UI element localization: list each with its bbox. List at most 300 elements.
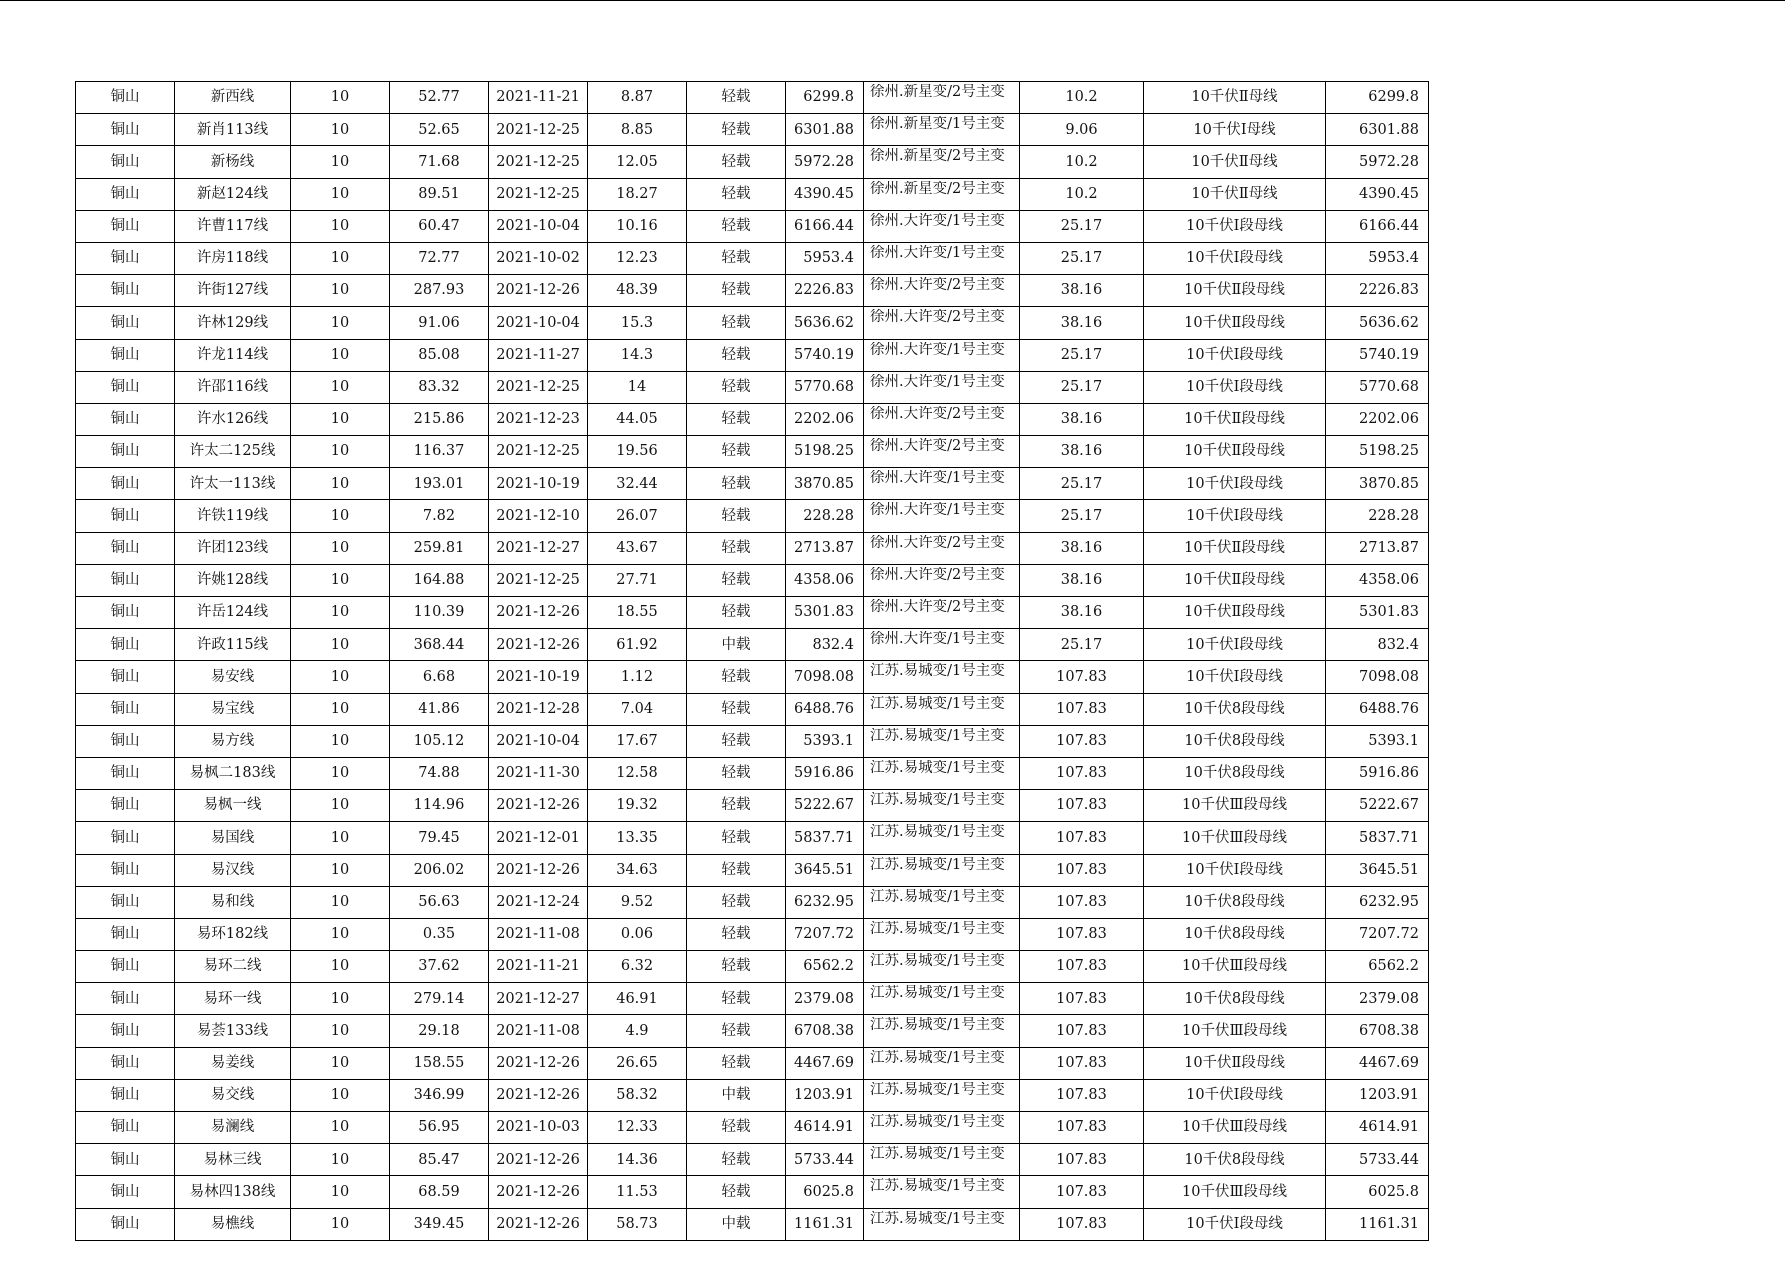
value-a-cell: 89.51 — [390, 178, 489, 210]
substation-cell — [864, 1015, 1020, 1047]
line-name-cell: 易澜线 — [175, 1112, 291, 1144]
table-row — [76, 114, 1429, 146]
load-rate-cell: 14 — [588, 371, 687, 403]
load-status-cell: 轻载 — [687, 693, 786, 725]
busbar-cell: 10千伏Ⅱ母线 — [1144, 82, 1326, 114]
value-b-cell: 2226.83 — [786, 275, 864, 307]
line-name-cell: 许岳124线 — [175, 597, 291, 629]
date-cell: 2021-12-24 — [489, 886, 588, 918]
substation-cell — [864, 371, 1020, 403]
load-rate-cell: 26.65 — [588, 1047, 687, 1079]
table-row — [76, 597, 1429, 629]
line-name-cell: 许铁119线 — [175, 500, 291, 532]
value-a-cell: 74.88 — [390, 757, 489, 789]
value-a-cell: 158.55 — [390, 1047, 489, 1079]
value-a-cell: 60.47 — [390, 210, 489, 242]
load-status-cell: 轻载 — [687, 983, 786, 1015]
district-cell: 铜山 — [76, 1144, 175, 1176]
date-cell: 2021-10-04 — [489, 307, 588, 339]
value-b-cell: 2379.08 — [786, 983, 864, 1015]
district-cell: 铜山 — [76, 951, 175, 983]
value-d-cell: 6488.76 — [1326, 693, 1429, 725]
value-c-cell: 25.17 — [1020, 371, 1144, 403]
substation-cell — [864, 951, 1020, 983]
district-cell: 铜山 — [76, 629, 175, 661]
line-name-cell: 易姜线 — [175, 1047, 291, 1079]
substation-text: 徐州.新星变/2号主变 — [870, 148, 1005, 165]
value-c-cell: 107.83 — [1020, 790, 1144, 822]
value-c-cell: 38.16 — [1020, 275, 1144, 307]
value-b-cell: 5953.4 — [786, 242, 864, 274]
load-status-cell: 轻载 — [687, 275, 786, 307]
voltage-cell: 10 — [291, 210, 390, 242]
value-a-cell: 368.44 — [390, 629, 489, 661]
substation-cell — [864, 1112, 1020, 1144]
voltage-cell: 10 — [291, 468, 390, 500]
value-c-cell: 107.83 — [1020, 1176, 1144, 1208]
value-c-cell: 25.17 — [1020, 242, 1144, 274]
date-cell: 2021-10-03 — [489, 1112, 588, 1144]
load-status-cell: 轻载 — [687, 468, 786, 500]
voltage-cell: 10 — [291, 693, 390, 725]
value-d-cell: 2379.08 — [1326, 983, 1429, 1015]
value-d-cell: 5198.25 — [1326, 436, 1429, 468]
substation-cell — [864, 500, 1020, 532]
date-cell: 2021-11-21 — [489, 951, 588, 983]
load-status-cell: 轻载 — [687, 725, 786, 757]
table-row — [76, 1176, 1429, 1208]
table-row — [76, 339, 1429, 371]
table-row — [76, 693, 1429, 725]
line-name-cell: 易枫二183线 — [175, 757, 291, 789]
table-row — [76, 854, 1429, 886]
voltage-cell: 10 — [291, 822, 390, 854]
table-row — [76, 822, 1429, 854]
value-d-cell: 4467.69 — [1326, 1047, 1429, 1079]
table-body — [76, 82, 1429, 1241]
busbar-cell: 10千伏8段母线 — [1144, 983, 1326, 1015]
line-name-cell: 许龙114线 — [175, 339, 291, 371]
busbar-cell: 10千伏Ⅱ母线 — [1144, 146, 1326, 178]
value-d-cell: 6708.38 — [1326, 1015, 1429, 1047]
value-c-cell: 38.16 — [1020, 436, 1144, 468]
load-rate-cell: 4.9 — [588, 1015, 687, 1047]
line-name-cell: 许团123线 — [175, 532, 291, 564]
line-name-cell: 易环二线 — [175, 951, 291, 983]
busbar-cell: 10千伏Ⅰ段母线 — [1144, 854, 1326, 886]
district-cell: 铜山 — [76, 114, 175, 146]
district-cell: 铜山 — [76, 1015, 175, 1047]
substation-cell — [864, 532, 1020, 564]
value-a-cell: 0.35 — [390, 918, 489, 950]
busbar-cell: 10千伏Ⅱ段母线 — [1144, 275, 1326, 307]
value-a-cell: 110.39 — [390, 597, 489, 629]
load-rate-cell: 10.16 — [588, 210, 687, 242]
substation-cell — [864, 693, 1020, 725]
load-status-cell: 轻载 — [687, 114, 786, 146]
table-row — [76, 918, 1429, 950]
value-a-cell: 52.77 — [390, 82, 489, 114]
substation-text: 徐州.大许变/2号主变 — [870, 309, 1005, 326]
voltage-cell: 10 — [291, 951, 390, 983]
substation-text: 徐州.大许变/1号主变 — [870, 470, 1005, 487]
value-b-cell: 6488.76 — [786, 693, 864, 725]
table-row — [76, 500, 1429, 532]
substation-text: 徐州.新星变/1号主变 — [870, 116, 1005, 133]
load-status-cell: 轻载 — [687, 146, 786, 178]
voltage-cell: 10 — [291, 983, 390, 1015]
date-cell: 2021-12-23 — [489, 403, 588, 435]
value-b-cell: 7207.72 — [786, 918, 864, 950]
value-b-cell: 4467.69 — [786, 1047, 864, 1079]
line-name-cell: 许水126线 — [175, 403, 291, 435]
value-d-cell: 1203.91 — [1326, 1079, 1429, 1111]
value-a-cell: 83.32 — [390, 371, 489, 403]
voltage-cell: 10 — [291, 1079, 390, 1111]
substation-text: 江苏.易城变/1号主变 — [870, 888, 1005, 905]
substation-cell — [864, 339, 1020, 371]
value-b-cell: 5636.62 — [786, 307, 864, 339]
value-d-cell: 832.4 — [1326, 629, 1429, 661]
line-name-cell: 易林三线 — [175, 1144, 291, 1176]
line-name-cell: 许太二125线 — [175, 436, 291, 468]
substation-cell — [864, 790, 1020, 822]
table-row — [76, 1112, 1429, 1144]
value-b-cell: 5393.1 — [786, 725, 864, 757]
district-cell: 铜山 — [76, 1079, 175, 1111]
date-cell: 2021-12-26 — [489, 1208, 588, 1240]
load-status-cell: 轻载 — [687, 1047, 786, 1079]
voltage-cell: 10 — [291, 307, 390, 339]
load-status-cell: 轻载 — [687, 82, 786, 114]
busbar-cell: 10千伏Ⅰ段母线 — [1144, 1208, 1326, 1240]
value-d-cell: 6166.44 — [1326, 210, 1429, 242]
substation-text: 江苏.易城变/1号主变 — [870, 953, 1005, 970]
load-rate-cell: 0.06 — [588, 918, 687, 950]
substation-cell — [864, 822, 1020, 854]
voltage-cell: 10 — [291, 1176, 390, 1208]
line-name-cell: 新肖113线 — [175, 114, 291, 146]
substation-cell — [864, 597, 1020, 629]
load-status-cell: 轻载 — [687, 918, 786, 950]
district-cell: 铜山 — [76, 725, 175, 757]
table-row — [76, 307, 1429, 339]
value-c-cell: 107.83 — [1020, 1144, 1144, 1176]
table-row — [76, 725, 1429, 757]
substation-text: 徐州.大许变/2号主变 — [870, 566, 1005, 583]
value-c-cell: 38.16 — [1020, 307, 1144, 339]
voltage-cell: 10 — [291, 757, 390, 789]
date-cell: 2021-10-02 — [489, 242, 588, 274]
district-cell: 铜山 — [76, 886, 175, 918]
load-rate-cell: 61.92 — [588, 629, 687, 661]
value-b-cell: 5198.25 — [786, 436, 864, 468]
table-row — [76, 886, 1429, 918]
value-d-cell: 2226.83 — [1326, 275, 1429, 307]
value-a-cell: 85.47 — [390, 1144, 489, 1176]
voltage-cell: 10 — [291, 146, 390, 178]
busbar-cell: 10千伏8段母线 — [1144, 757, 1326, 789]
district-cell: 铜山 — [76, 500, 175, 532]
value-b-cell: 5301.83 — [786, 597, 864, 629]
table-row — [76, 210, 1429, 242]
line-load-table — [75, 81, 1429, 1241]
line-name-cell: 许房118线 — [175, 242, 291, 274]
value-d-cell: 6301.88 — [1326, 114, 1429, 146]
value-a-cell: 72.77 — [390, 242, 489, 274]
table-row — [76, 242, 1429, 274]
value-b-cell: 5733.44 — [786, 1144, 864, 1176]
value-b-cell: 2713.87 — [786, 532, 864, 564]
value-c-cell: 25.17 — [1020, 468, 1144, 500]
value-c-cell: 38.16 — [1020, 403, 1144, 435]
substation-text: 徐州.新星变/2号主变 — [870, 180, 1005, 197]
load-rate-cell: 14.3 — [588, 339, 687, 371]
line-name-cell: 许街127线 — [175, 275, 291, 307]
load-status-cell: 中载 — [687, 1208, 786, 1240]
voltage-cell: 10 — [291, 1208, 390, 1240]
line-name-cell: 易国线 — [175, 822, 291, 854]
district-cell: 铜山 — [76, 146, 175, 178]
substation-cell — [864, 983, 1020, 1015]
substation-text: 徐州.大许变/1号主变 — [870, 244, 1005, 261]
load-rate-cell: 17.67 — [588, 725, 687, 757]
table-row — [76, 951, 1429, 983]
substation-cell — [864, 1047, 1020, 1079]
date-cell: 2021-12-26 — [489, 1047, 588, 1079]
substation-cell — [864, 307, 1020, 339]
value-a-cell: 193.01 — [390, 468, 489, 500]
substation-cell — [864, 242, 1020, 274]
date-cell: 2021-10-04 — [489, 210, 588, 242]
value-b-cell: 5770.68 — [786, 371, 864, 403]
value-c-cell: 107.83 — [1020, 725, 1144, 757]
value-c-cell: 10.2 — [1020, 82, 1144, 114]
district-cell: 铜山 — [76, 564, 175, 596]
load-status-cell: 中载 — [687, 629, 786, 661]
value-b-cell: 5972.28 — [786, 146, 864, 178]
substation-text: 徐州.大许变/1号主变 — [870, 341, 1005, 358]
load-status-cell: 轻载 — [687, 371, 786, 403]
value-a-cell: 85.08 — [390, 339, 489, 371]
value-c-cell: 107.83 — [1020, 757, 1144, 789]
busbar-cell: 10千伏Ⅰ段母线 — [1144, 468, 1326, 500]
value-a-cell: 56.63 — [390, 886, 489, 918]
date-cell: 2021-11-30 — [489, 757, 588, 789]
value-c-cell: 107.83 — [1020, 822, 1144, 854]
load-rate-cell: 43.67 — [588, 532, 687, 564]
value-d-cell: 6025.8 — [1326, 1176, 1429, 1208]
value-b-cell: 4390.45 — [786, 178, 864, 210]
value-d-cell: 5770.68 — [1326, 371, 1429, 403]
table-row — [76, 661, 1429, 693]
substation-cell — [864, 436, 1020, 468]
date-cell: 2021-12-26 — [489, 629, 588, 661]
line-name-cell: 易汉线 — [175, 854, 291, 886]
voltage-cell: 10 — [291, 436, 390, 468]
load-rate-cell: 13.35 — [588, 822, 687, 854]
substation-text: 徐州.新星变/2号主变 — [870, 84, 1005, 100]
load-status-cell: 轻载 — [687, 661, 786, 693]
busbar-cell: 10千伏8段母线 — [1144, 1144, 1326, 1176]
load-rate-cell: 27.71 — [588, 564, 687, 596]
load-status-cell: 轻载 — [687, 757, 786, 789]
value-c-cell: 107.83 — [1020, 886, 1144, 918]
value-d-cell: 5972.28 — [1326, 146, 1429, 178]
district-cell: 铜山 — [76, 757, 175, 789]
value-c-cell: 107.83 — [1020, 1112, 1144, 1144]
load-rate-cell: 46.91 — [588, 983, 687, 1015]
voltage-cell: 10 — [291, 371, 390, 403]
value-a-cell: 346.99 — [390, 1079, 489, 1111]
line-name-cell: 易林四138线 — [175, 1176, 291, 1208]
busbar-cell: 10千伏Ⅲ段母线 — [1144, 822, 1326, 854]
value-c-cell: 25.17 — [1020, 210, 1144, 242]
line-name-cell: 易宝线 — [175, 693, 291, 725]
load-rate-cell: 12.23 — [588, 242, 687, 274]
substation-text: 江苏.易城变/1号主变 — [870, 1146, 1005, 1163]
value-d-cell: 5916.86 — [1326, 757, 1429, 789]
table-row — [76, 532, 1429, 564]
value-d-cell: 7207.72 — [1326, 918, 1429, 950]
load-status-cell: 中载 — [687, 1079, 786, 1111]
voltage-cell: 10 — [291, 597, 390, 629]
busbar-cell: 10千伏Ⅱ段母线 — [1144, 1047, 1326, 1079]
substation-text: 江苏.易城变/1号主变 — [870, 1178, 1005, 1195]
value-c-cell: 107.83 — [1020, 918, 1144, 950]
date-cell: 2021-12-25 — [489, 371, 588, 403]
value-a-cell: 37.62 — [390, 951, 489, 983]
substation-cell — [864, 725, 1020, 757]
line-name-cell: 新赵124线 — [175, 178, 291, 210]
value-b-cell: 2202.06 — [786, 403, 864, 435]
table-row — [76, 983, 1429, 1015]
substation-text: 江苏.易城变/1号主变 — [870, 727, 1005, 744]
value-c-cell: 38.16 — [1020, 597, 1144, 629]
substation-cell — [864, 275, 1020, 307]
substation-text: 徐州.大许变/1号主变 — [870, 631, 1005, 648]
line-name-cell: 许邵116线 — [175, 371, 291, 403]
line-name-cell: 许政115线 — [175, 629, 291, 661]
value-a-cell: 279.14 — [390, 983, 489, 1015]
value-c-cell: 107.83 — [1020, 1079, 1144, 1111]
load-rate-cell: 19.32 — [588, 790, 687, 822]
value-b-cell: 6562.2 — [786, 951, 864, 983]
busbar-cell: 10千伏8段母线 — [1144, 693, 1326, 725]
voltage-cell: 10 — [291, 500, 390, 532]
load-rate-cell: 12.58 — [588, 757, 687, 789]
load-rate-cell: 44.05 — [588, 403, 687, 435]
table-row — [76, 1144, 1429, 1176]
substation-text: 江苏.易城变/1号主变 — [870, 1017, 1005, 1034]
line-name-cell: 易和线 — [175, 886, 291, 918]
value-a-cell: 6.68 — [390, 661, 489, 693]
voltage-cell: 10 — [291, 725, 390, 757]
district-cell: 铜山 — [76, 597, 175, 629]
load-rate-cell: 32.44 — [588, 468, 687, 500]
load-status-cell: 轻载 — [687, 1176, 786, 1208]
value-b-cell: 6025.8 — [786, 1176, 864, 1208]
busbar-cell: 10千伏Ⅰ段母线 — [1144, 339, 1326, 371]
district-cell: 铜山 — [76, 275, 175, 307]
substation-cell — [864, 178, 1020, 210]
load-rate-cell: 58.73 — [588, 1208, 687, 1240]
load-rate-cell: 9.52 — [588, 886, 687, 918]
line-name-cell: 易方线 — [175, 725, 291, 757]
load-status-cell: 轻载 — [687, 403, 786, 435]
value-d-cell: 6232.95 — [1326, 886, 1429, 918]
load-status-cell: 轻载 — [687, 532, 786, 564]
value-c-cell: 107.83 — [1020, 983, 1144, 1015]
voltage-cell: 10 — [291, 854, 390, 886]
busbar-cell: 10千伏Ⅲ段母线 — [1144, 1112, 1326, 1144]
line-name-cell: 许曹117线 — [175, 210, 291, 242]
value-c-cell: 38.16 — [1020, 564, 1144, 596]
table-row — [76, 436, 1429, 468]
district-cell: 铜山 — [76, 1208, 175, 1240]
table-row — [76, 1047, 1429, 1079]
value-b-cell: 6708.38 — [786, 1015, 864, 1047]
value-d-cell: 5301.83 — [1326, 597, 1429, 629]
value-c-cell: 25.17 — [1020, 629, 1144, 661]
load-rate-cell: 6.32 — [588, 951, 687, 983]
voltage-cell: 10 — [291, 1144, 390, 1176]
substation-text: 徐州.大许变/1号主变 — [870, 373, 1005, 390]
value-c-cell: 107.83 — [1020, 1208, 1144, 1240]
page-top-border — [0, 0, 1785, 1]
value-b-cell: 4614.91 — [786, 1112, 864, 1144]
load-status-cell: 轻载 — [687, 854, 786, 886]
substation-cell — [864, 629, 1020, 661]
value-d-cell: 2713.87 — [1326, 532, 1429, 564]
load-rate-cell: 8.87 — [588, 82, 687, 114]
substation-text: 江苏.易城变/1号主变 — [870, 1081, 1005, 1098]
load-status-cell: 轻载 — [687, 886, 786, 918]
substation-text: 徐州.大许变/1号主变 — [870, 502, 1005, 519]
load-status-cell: 轻载 — [687, 436, 786, 468]
line-name-cell: 新杨线 — [175, 146, 291, 178]
value-c-cell: 107.83 — [1020, 1047, 1144, 1079]
substation-cell — [864, 210, 1020, 242]
district-cell: 铜山 — [76, 693, 175, 725]
value-d-cell: 2202.06 — [1326, 403, 1429, 435]
busbar-cell: 10千伏Ⅱ段母线 — [1144, 532, 1326, 564]
value-a-cell: 116.37 — [390, 436, 489, 468]
district-cell: 铜山 — [76, 661, 175, 693]
busbar-cell: 10千伏8段母线 — [1144, 918, 1326, 950]
value-c-cell: 25.17 — [1020, 500, 1144, 532]
busbar-cell: 10千伏Ⅰ段母线 — [1144, 1079, 1326, 1111]
value-a-cell: 52.65 — [390, 114, 489, 146]
date-cell: 2021-12-26 — [489, 854, 588, 886]
voltage-cell: 10 — [291, 82, 390, 114]
busbar-cell: 10千伏8段母线 — [1144, 725, 1326, 757]
busbar-cell: 10千伏Ⅰ母线 — [1144, 114, 1326, 146]
load-status-cell: 轻载 — [687, 210, 786, 242]
value-b-cell: 228.28 — [786, 500, 864, 532]
substation-cell — [864, 1079, 1020, 1111]
busbar-cell: 10千伏Ⅰ段母线 — [1144, 500, 1326, 532]
date-cell: 2021-12-25 — [489, 178, 588, 210]
date-cell: 2021-11-27 — [489, 339, 588, 371]
substation-text: 徐州.大许变/2号主变 — [870, 405, 1005, 422]
load-status-cell: 轻载 — [687, 339, 786, 371]
load-status-cell: 轻载 — [687, 1144, 786, 1176]
date-cell: 2021-12-25 — [489, 146, 588, 178]
value-b-cell: 1161.31 — [786, 1208, 864, 1240]
voltage-cell: 10 — [291, 339, 390, 371]
load-rate-cell: 26.07 — [588, 500, 687, 532]
